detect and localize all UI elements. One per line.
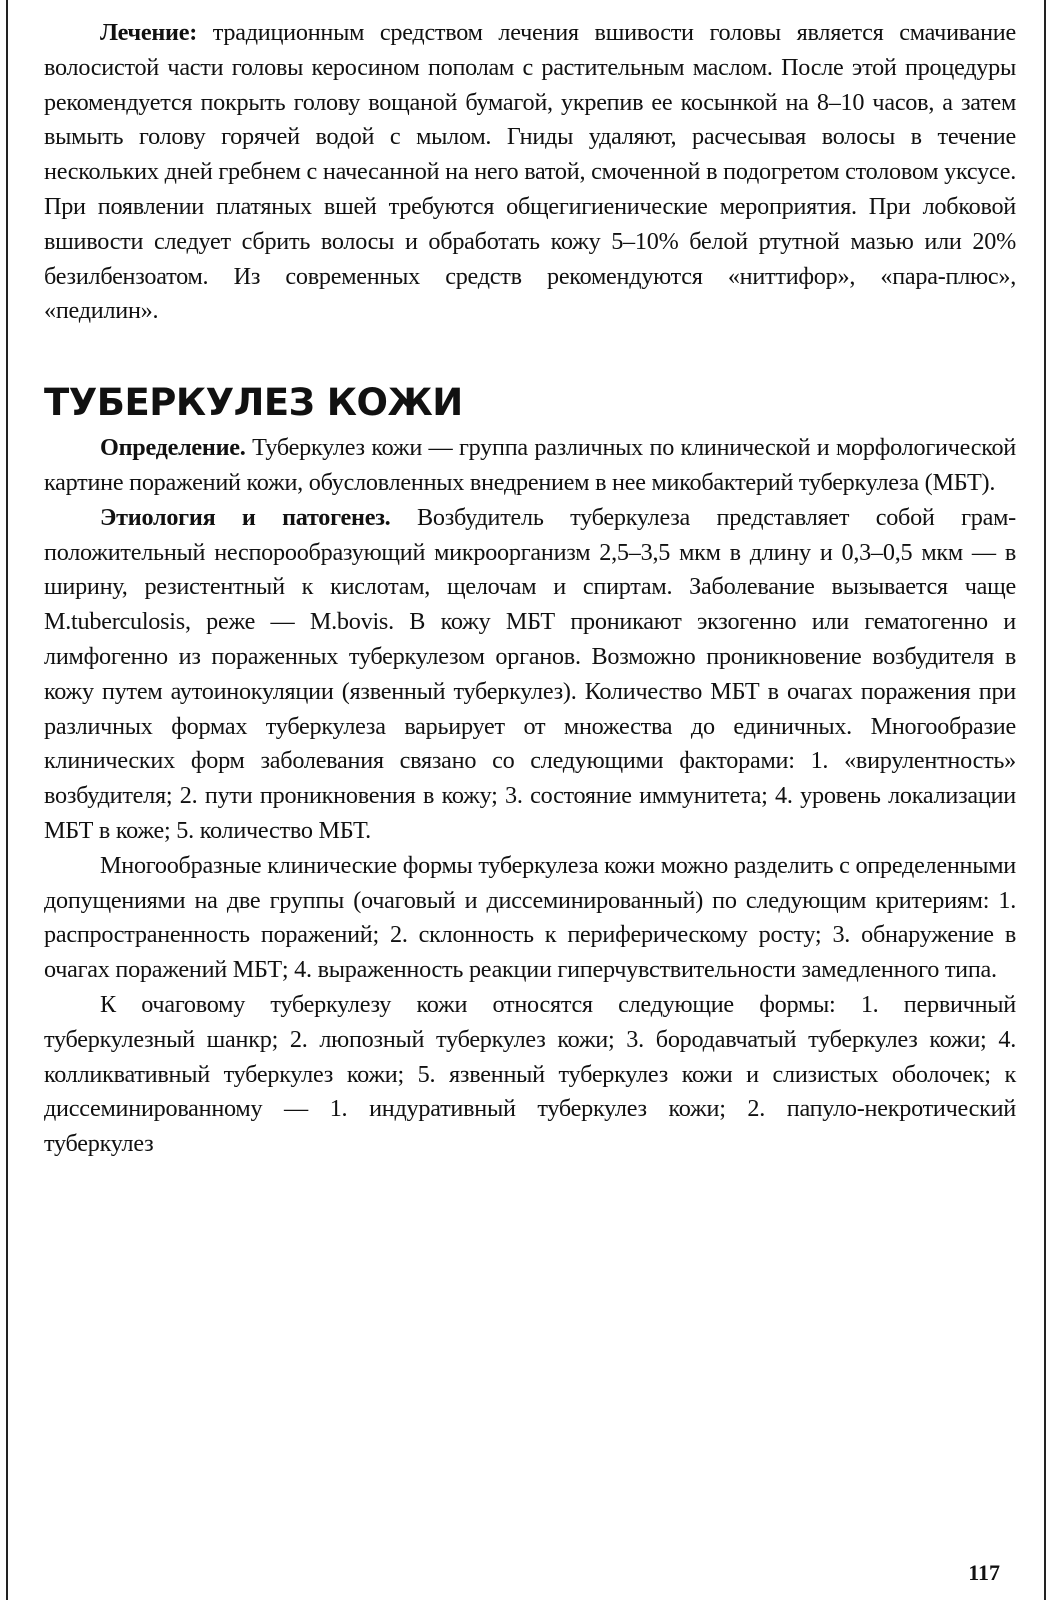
document-page <box>6 0 1046 1600</box>
section-heading: ТУБЕРКУЛЕЗ КОЖИ <box>44 381 463 425</box>
paragraph-text: традиционным средством лечения вшивости головы является смачивание волосистой части головы керосином пополам с растительным маслом. После этой процедуры рекомендуется покрыть голову вощаной бумагой, укрепив ее косынкой на 8–10 часов, а затем вымыть голову горячей водой с мылом. Гниды удаляют, расчесывая волосы в течение нескольких дней гребнем с начесанной на него ватой, смоченной в подогретом столовом уксусе. При появлении платяных вшей требуются общегигиенические мероприятия. При лобковой вшивости следует сбрить волосы и обработать кожу 5–10% белой ртутной мазью или 20% безилбензоатом. Из современных средств рекомендуются «ниттифор», «пара-плюс», «педилин». <box>44 19 1016 325</box>
paragraph-etiology <box>44 501 1016 849</box>
paragraph-forms: Многообразные клинические формы туберкулеза кожи можно разделить с определенными допущениями на две группы (очаговый и диссеминированный) по следующим критериям: 1. распространенность поражений; 2. склонность к периферическому росту; 3. обнаружение в очагах поражений МБТ; 4. выраженность реакции гиперчувствительности замедленного типа. <box>44 851 1016 984</box>
page-content <box>44 16 1016 1162</box>
paragraph-lead: Определение. <box>100 434 246 462</box>
page-number: 117 <box>968 1560 1000 1585</box>
paragraph-text: Туберкулез кожи — группа различных по клинической и морфологической картине поражений кожи, обусловленных внедрением в нее микобактерий туберкулеза (МБТ). <box>44 434 1016 496</box>
paragraph-text: Возбудитель туберкулеза представляет собой грам-положительный неспорообразующий микроорганизм 2,5–3,5 мкм в длину и 0,3–0,5 мкм — в ширину, резистентный к кислотам, щелочам и спиртам. Заболевание вызывается чаще M.tuberculosis, реже — M.bovis. В кожу МБТ проникают экзогенно или гематогенно и лимфогенно из пораженных туберкулезом органов. Возможно проникновение возбудителя в кожу путем аутоинокуляции (язвенный туберкулез). Количество МБТ в очагах поражения при различных формах туберкулеза варьирует от множества до единичных. Многообразие клинических форм заболевания связано со следующими факторами: 1. «вирулентность» возбудителя; 2. пути проникновения в кожу; 3. состояние иммунитета; 4. уровень локализации МБТ в коже; 5. количество МБТ. <box>44 503 1016 844</box>
paragraph-lead: Лечение: <box>100 19 198 46</box>
paragraph-treatment <box>44 16 1016 329</box>
paragraph-definition <box>44 431 1016 501</box>
paragraph-lead: Этиология и патогенез. <box>100 503 391 531</box>
paragraph-focal: К очаговому туберкулезу кожи относятся следующие формы: 1. первичный туберкулезный шанкр; 2. люпозный туберкулез кожи; 3. бородавчатый туберкулез кожи; 4. колликвативный туберкулез кожи; 5. язвенный туберкулез кожи и слизистых оболочек; к диссеминированному — 1. индуративный туберкулез кожи; 2. папуло-некротический туберкулез <box>44 990 1016 1158</box>
